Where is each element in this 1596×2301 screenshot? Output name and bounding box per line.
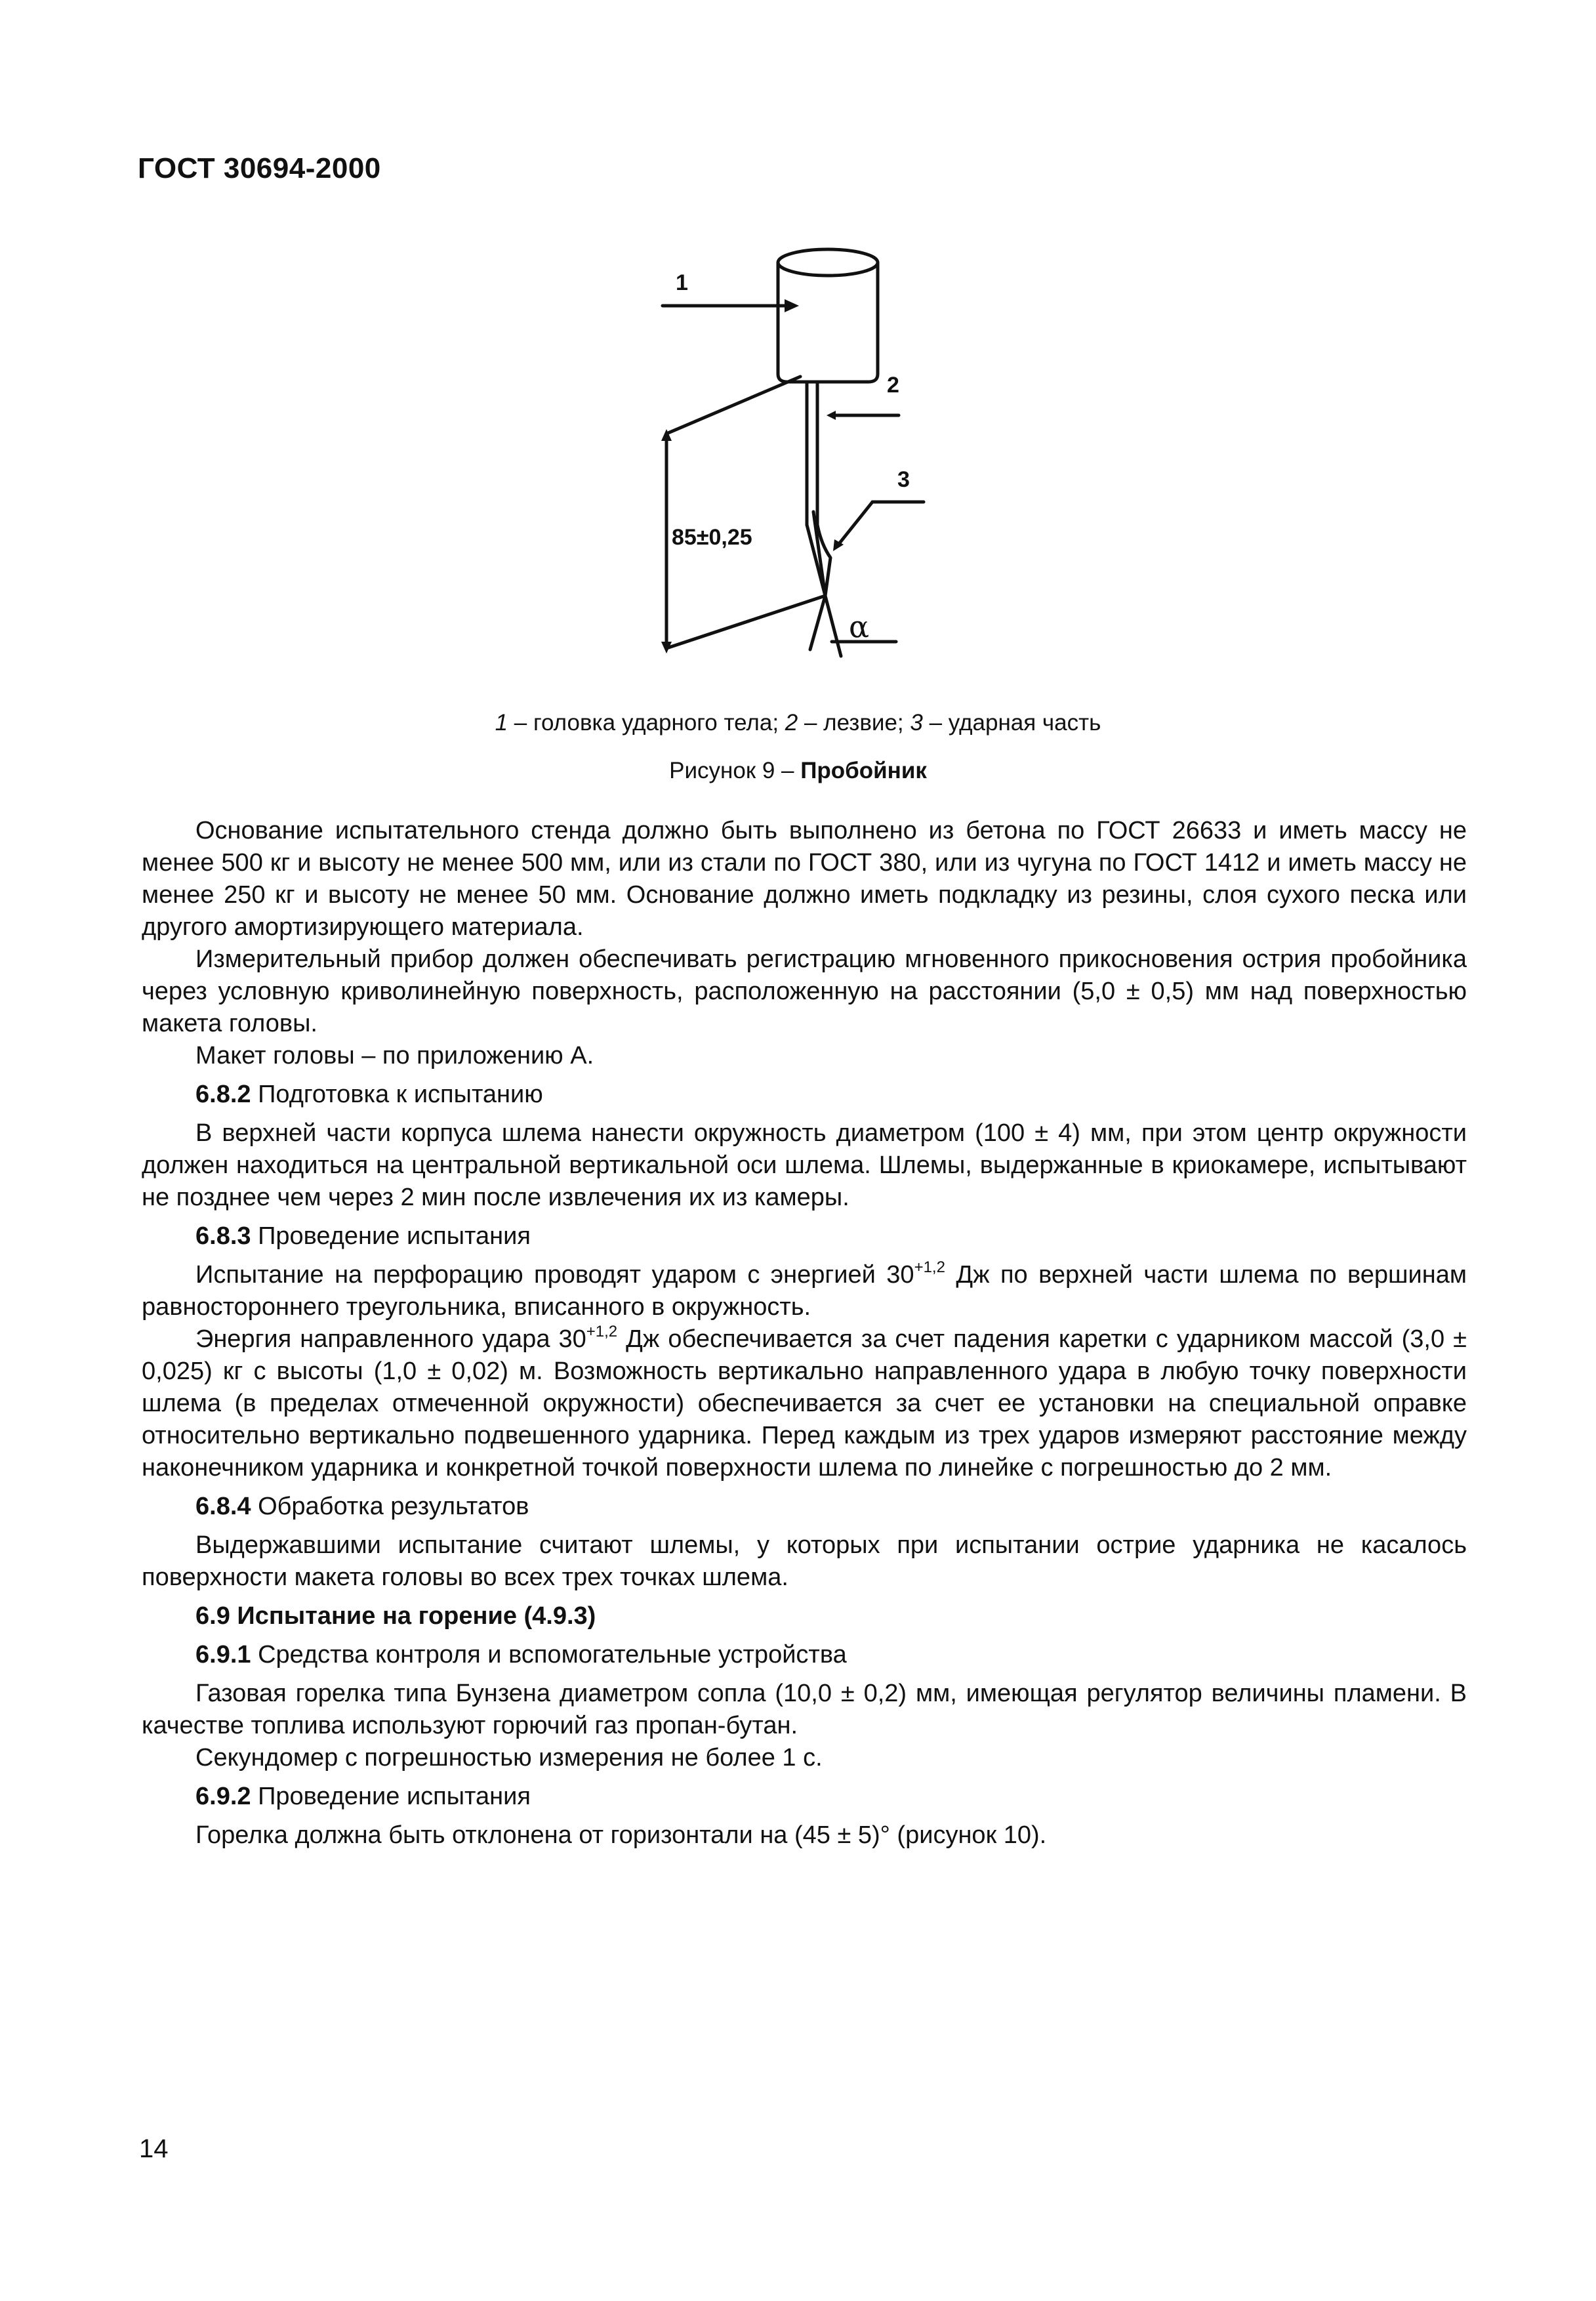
section-number: 6.8.3: [195, 1222, 251, 1250]
head-cylinder-top: [778, 249, 878, 276]
figure-label-2: 2: [887, 373, 899, 398]
section-6-8-3-heading: [142, 1220, 1467, 1253]
page-number: 14: [139, 2134, 169, 2163]
section-6-9-heading: [142, 1600, 1467, 1632]
paragraph-base-requirements: Основание испытательного стенда должно быть выполнено из бетона по ГОСТ 26633 и иметь массу не менее 500 кг и высоту не менее 500 мм, или из стали по ГОСТ 380, или из чугуна по ГОСТ 1412 и иметь массу не менее 250 кг и высоту не менее 50 мм. Основание должно иметь подкладку из резины, слоя сухого песка или другого амортизирующего материала.: [142, 817, 1467, 941]
paragraph-stopwatch: Секундомер с погрешностью измерения не более 1 с.: [195, 1744, 823, 1772]
figure-label-3: 3: [897, 467, 910, 492]
section-6-9-1-heading: [142, 1639, 1467, 1671]
section-title: Проведение испытания: [251, 1222, 531, 1250]
section-number: 6.9.2: [195, 1783, 251, 1810]
legend-text-2: – лезвие;: [798, 710, 911, 736]
energy-tolerance: +1,2: [586, 1323, 618, 1340]
section-title: Проведение испытания: [251, 1783, 531, 1810]
legend-text-3: – ударная часть: [922, 710, 1101, 736]
paragraph-head-model: Макет головы – по приложению А.: [195, 1042, 594, 1069]
caption-prefix: Рисунок 9 –: [669, 758, 801, 783]
legend-text-1: – головка ударного тела;: [508, 710, 785, 736]
section-number: 6.8.2: [195, 1081, 251, 1108]
document-header: ГОСТ 30694-2000: [138, 152, 381, 184]
angle-label: α: [849, 609, 870, 644]
paragraph-results: Выдержавшими испытание считают шлемы, у которых при испытании острие ударника не касалось поверхности макета головы во всех трех точках шлема.: [142, 1531, 1467, 1591]
figure-legend: [0, 710, 1596, 736]
paragraph-gas-burner: Газовая горелка типа Бунзена диаметром сопла (10,0 ± 0,2) мм, имеющая регулятор величины пламени. В качестве топлива используют горючий газ пропан-бутан.: [142, 1680, 1467, 1739]
figure-9-puncher-diagram: [590, 236, 984, 695]
section-title: Подготовка к испытанию: [251, 1081, 543, 1108]
section-title: Средства контроля и вспомогательные устройства: [251, 1641, 847, 1669]
section-title-bold: 6.9 Испытание на горение (4.9.3): [195, 1602, 596, 1630]
axis-line-left: [810, 596, 825, 650]
legend-number-2: 2: [785, 710, 798, 736]
leader-3-diag: [838, 502, 872, 545]
puncher-drawing: [590, 236, 984, 695]
paragraph-burner-angle: Горелка должна быть отклонена от горизонтали на (45 ± 5)° (рисунок 10).: [195, 1821, 1047, 1849]
paragraph-perforation-test: Испытание на перфорацию проводят ударом с энергией $30^{+1,2}$ Дж по верхней части шлема по вершинам равностороннего треугольника, вписанного в окружность.: [142, 1258, 1467, 1321]
energy-tolerance: +1,2: [914, 1258, 945, 1276]
paragraph-preparation: В верхней части корпуса шлема нанести окружность диаметром (100 ± 4) мм, при этом центр окружности должен находиться на центральной вертикальной оси шлема. Шлемы, выдержанные в криокамере, испытывают не позднее чем через 2 мин после извлечения их из камеры.: [142, 1119, 1467, 1211]
axis-line-right: [825, 596, 841, 656]
arrow-1: [785, 299, 799, 312]
dimension-label: 85±0,25: [672, 525, 752, 550]
dimension-top-leader: [666, 377, 800, 434]
section-6-9-2-heading: [142, 1781, 1467, 1813]
dimension-bottom-leader: [666, 596, 825, 648]
section-6-8-2-heading: [142, 1079, 1467, 1111]
legend-number-1: 1: [495, 710, 508, 736]
section-number: 6.9.1: [195, 1641, 251, 1669]
caption-title: Пробойник: [800, 758, 927, 783]
paragraph-measuring-device: Измерительный прибор должен обеспечивать регистрацию мгновенного прикосновения острия пробойника через условную криволинейную поверхность, расположенную на расстоянии (5,0 ± 0,5) мм над поверхностью макета головы.: [142, 945, 1467, 1037]
figure-label-1: 1: [676, 270, 688, 295]
paragraph-directed-impact: Энергия направленного удара $30^{+1,2}$ Дж обеспечивается за счет падения каретки с ударником массой (3,0 ± 0,025) кг с высоты (1,0 ± 0,02) м. Возможность вертикально направленного удара в любую точку поверхности шлема (в пределах отмеченной окружности) обеспечивается за счет ее установки на специальной оправке относительно вертикально подвешенного ударника. Перед каждым из трех ударов измеряют расстояние между наконечником ударника и конкретной точкой поверхности шлема по линейке с погрешностью до 2 мм.: [142, 1323, 1467, 1482]
section-6-8-4-heading: [142, 1491, 1467, 1523]
section-title: Обработка результатов: [251, 1493, 529, 1520]
legend-number-3: 3: [910, 710, 923, 736]
document-body: [142, 815, 1467, 1852]
figure-caption: [0, 758, 1596, 784]
arrow-2: [827, 411, 836, 420]
section-number: 6.8.4: [195, 1493, 251, 1520]
head-cylinder-body: [778, 262, 878, 382]
